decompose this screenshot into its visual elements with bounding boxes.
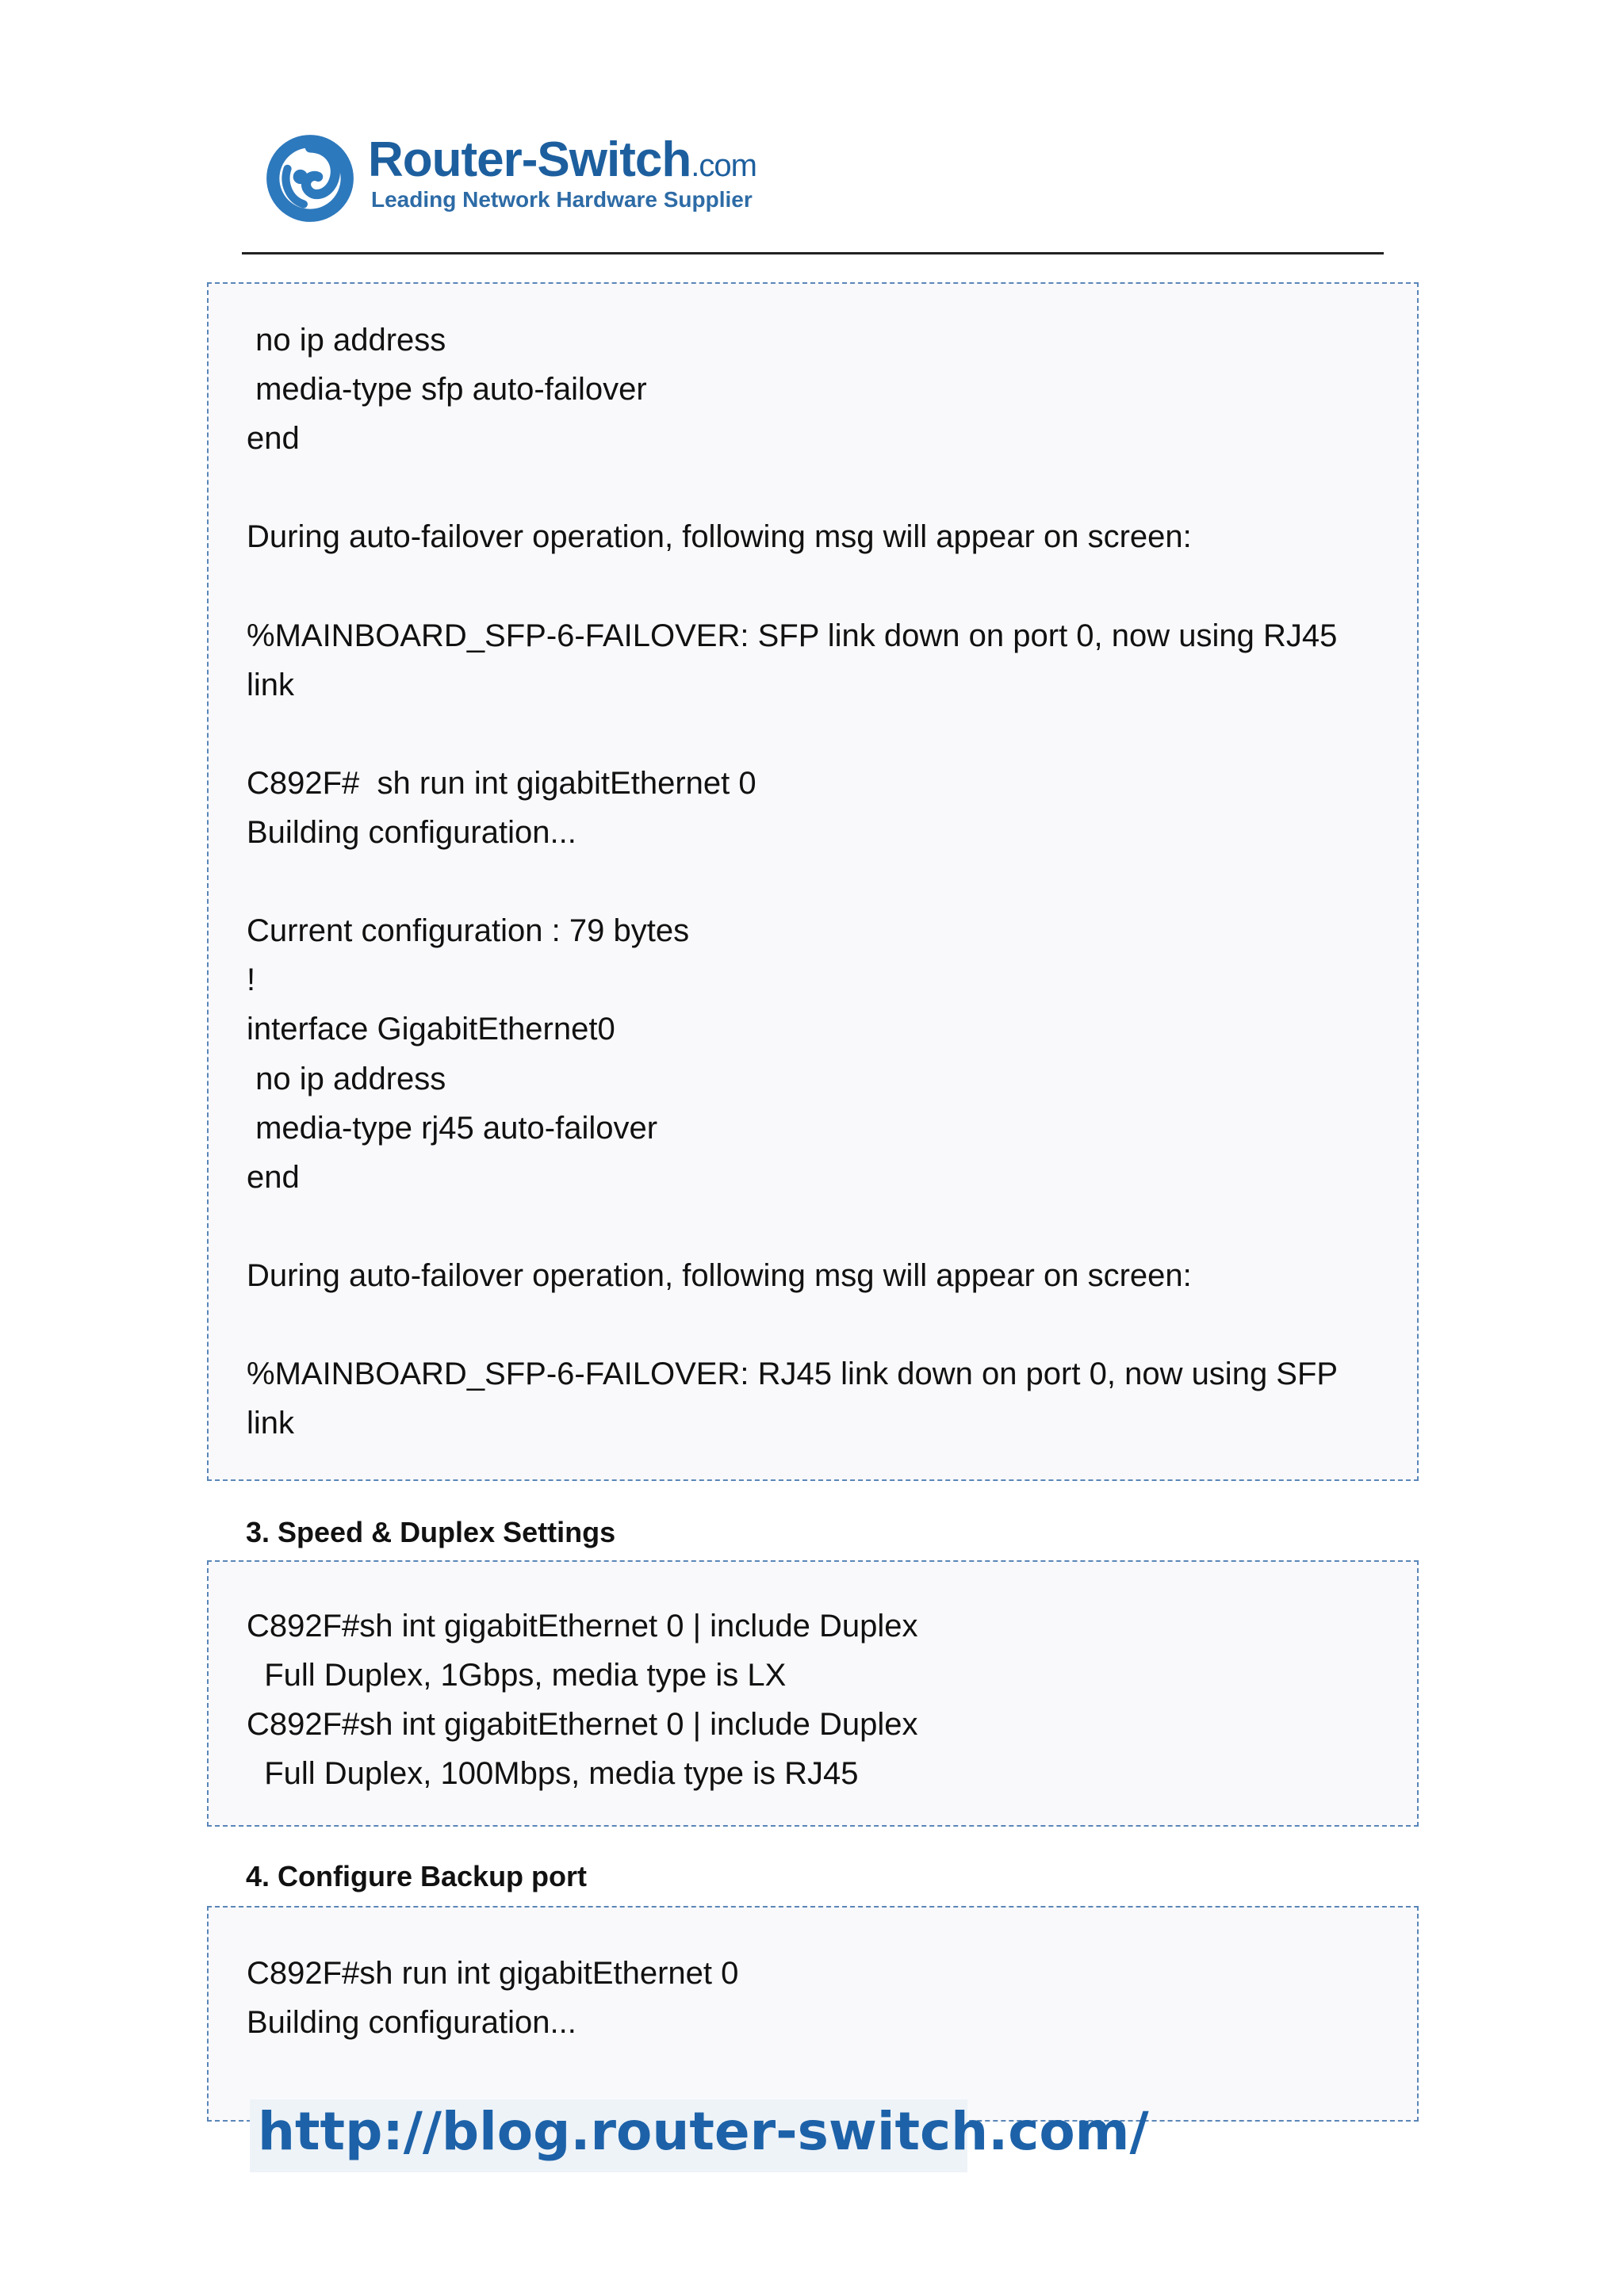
code-line: link xyxy=(247,1406,295,1441)
code-line: interface GigabitEthernet0 xyxy=(247,1012,615,1047)
logo-tagline: Leading Network Hardware Supplier xyxy=(371,187,753,212)
code-line: media-type rj45 auto-failover xyxy=(247,1110,658,1146)
code-line: During auto-failover operation, following msg will appear on screen: xyxy=(247,519,1192,555)
code-box-speed-duplex xyxy=(207,1560,1419,1827)
code-line: no ip address xyxy=(247,1061,446,1096)
section-heading-speed-duplex: 3. Speed & Duplex Settings xyxy=(246,1516,616,1548)
code-line: C892F#sh int gigabitEthernet 0 | include Duplex xyxy=(247,1707,918,1742)
code-line: Current configuration : 79 bytes xyxy=(247,913,690,949)
code-line: C892F# sh run int gigabitEthernet 0 xyxy=(247,765,756,801)
router-switch-logo-icon xyxy=(262,130,358,227)
blog-url-banner[interactable] xyxy=(250,2099,1149,2172)
code-line: link xyxy=(247,667,295,702)
code-line: ! xyxy=(247,962,256,998)
code-line: Building configuration... xyxy=(247,2005,576,2040)
code-line: During auto-failover operation, following msg will appear on screen: xyxy=(247,1257,1192,1293)
section-heading-backup-port: 4. Configure Backup port xyxy=(246,1860,588,1892)
code-line: Full Duplex, 1Gbps, media type is LX xyxy=(247,1658,787,1693)
code-box-backup-port xyxy=(207,1906,1419,2122)
code-line: no ip address xyxy=(247,323,446,358)
code-line: C892F#sh int gigabitEthernet 0 | include Duplex xyxy=(247,1609,918,1644)
code-line: end xyxy=(247,1159,300,1195)
code-line: C892F#sh run int gigabitEthernet 0 xyxy=(247,1956,739,1991)
logo-name: Router-Switch.com xyxy=(368,132,756,187)
logo-suffix: .com xyxy=(691,148,756,183)
code-line: %MAINBOARD_SFP-6-FAILOVER: SFP link down on port 0, now using RJ45 xyxy=(247,618,1338,653)
code-line: media-type sfp auto-failover xyxy=(247,372,647,408)
code-line: Full Duplex, 100Mbps, media type is RJ45 xyxy=(247,1756,859,1791)
blog-url-link[interactable]: http://blog.router-switch.com/ xyxy=(258,2101,1149,2162)
code-line: Building configuration... xyxy=(247,815,576,850)
site-logo xyxy=(262,125,785,228)
header-divider xyxy=(242,252,1384,254)
code-box-failover xyxy=(207,282,1419,1481)
code-line: end xyxy=(247,421,300,457)
code-line: %MAINBOARD_SFP-6-FAILOVER: RJ45 link down on port 0, now using SFP xyxy=(247,1357,1339,1392)
